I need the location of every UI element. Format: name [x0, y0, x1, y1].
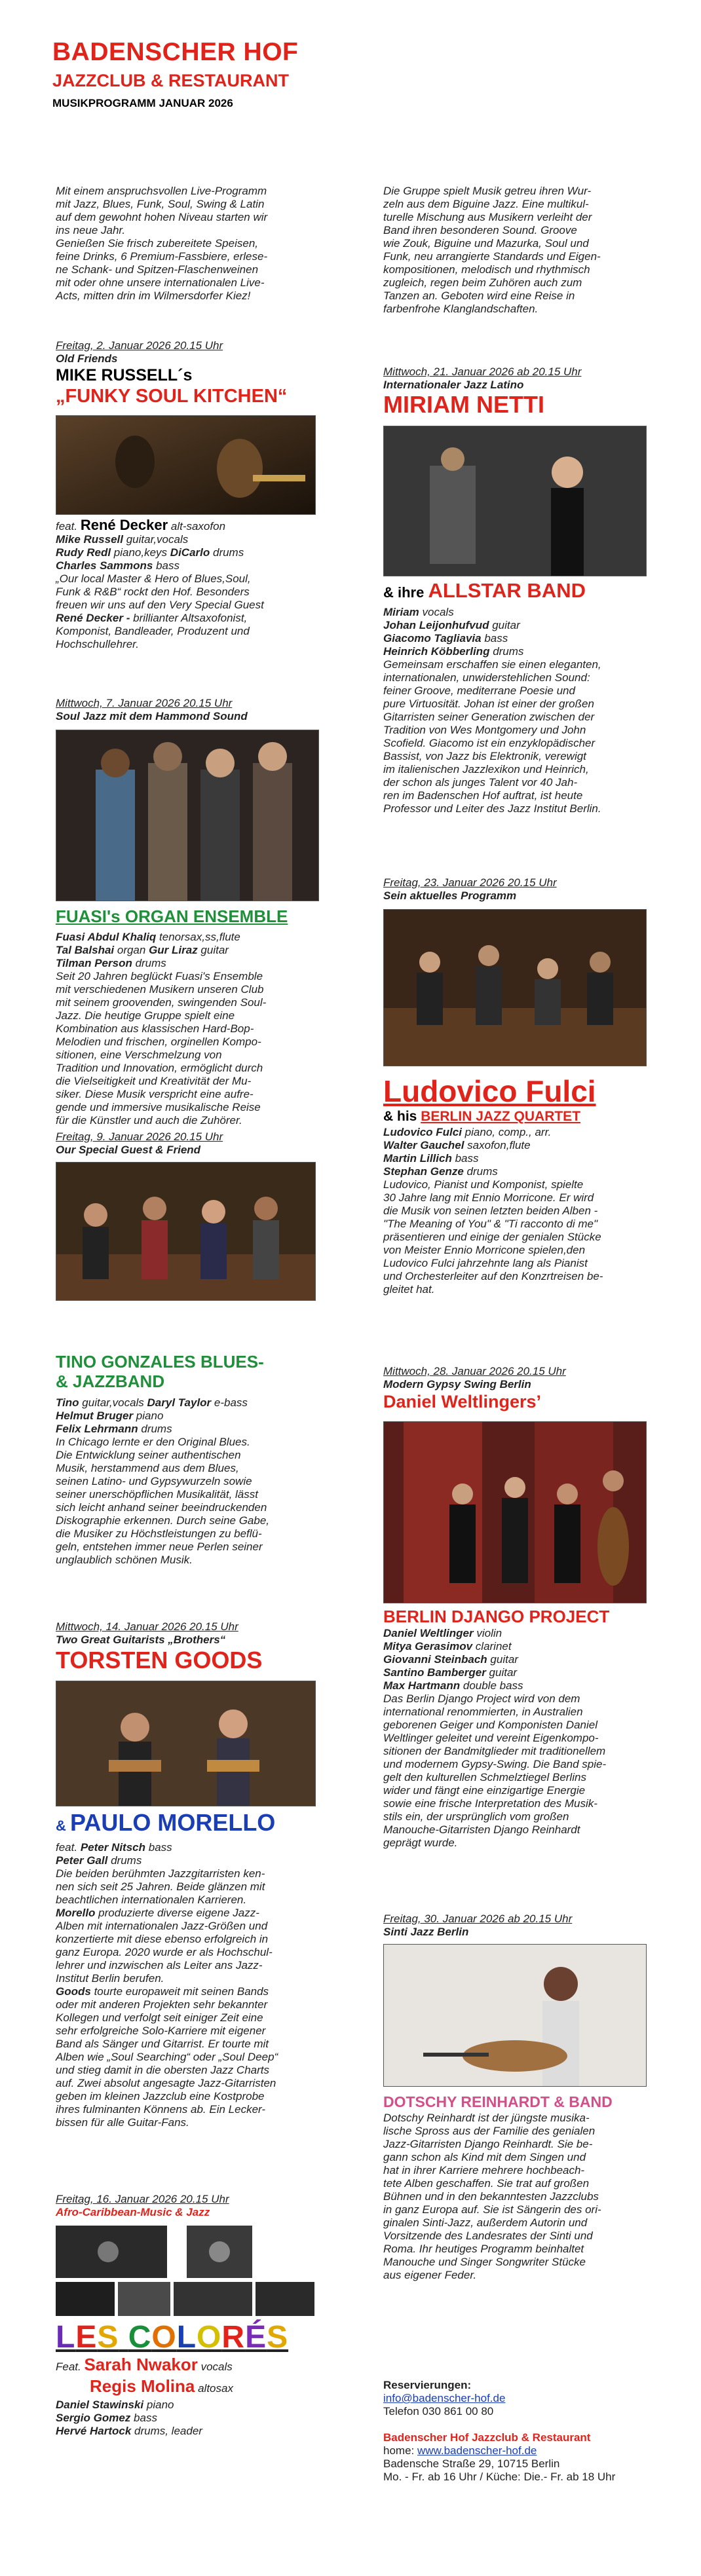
address: Badensche Straße 29, 10715 Berlin — [383, 2457, 560, 2470]
event-date: Freitag, 23. Januar 2026 20.15 Uhr — [383, 876, 557, 889]
event-date: Freitag, 9. Januar 2026 20.15 Uhr — [56, 1130, 223, 1143]
org-name: Badenscher Hof Jazzclub & Restaurant — [383, 2431, 591, 2444]
band-photo — [56, 1681, 316, 1806]
reservation-label: Reservierungen: — [383, 2379, 472, 2391]
band-photo — [383, 909, 647, 1066]
band-photo — [383, 426, 647, 576]
club-title: BADENSCHER HOF — [52, 38, 299, 66]
event-fuasi — [56, 697, 324, 723]
band-name-letter: E — [75, 2320, 98, 2355]
event-subtitle: Modern Gypsy Swing Berlin — [383, 1378, 531, 1391]
band-name-letters — [56, 2320, 288, 2355]
band-name-2: BERLIN JAZZ QUARTET — [421, 1109, 581, 1124]
event-subtitle: Afro-Caribbean-Music & Jazz — [56, 2206, 210, 2218]
band-leader-name: Daniel Weltlingers’ — [383, 1392, 542, 1411]
event-fuasi-details: FUASI's ORGAN ENSEMBLE Fuasi Abdul Khaliq tenorsax,ss,flute Tal Balshai organ Gur Liraz guitar Tilman Person drums Seit 20 Jahren beglückt Fuasi's Ensemble mit verschiedenen Musikern unseren Club mit seinem groovenden, swingenden Soul- Jazz. Die heutige Gruppe spielt eine Kombination aus klassischen Hard-Bop- Melodien und frischen, orginellen Kompo- sitionen, eine Verschmelzung von Tradition und Innovation, ermöglicht durch die Vielseitigkeit und Kreativität der Mu- siker. Diese Musik verspricht eine aufre- gende und immersive musikalische Reise für die Künstler und auch die Zuhörer. — [56, 906, 324, 1127]
band-name: MIKE RUSSELL´s — [56, 366, 193, 384]
band-photo — [56, 1162, 316, 1301]
event-ludovico-details: Ludovico Fulci & his BERLIN JAZZ QUARTET Ludovico Fulci piano, comp., arr. Walter Gauchel saxofon,flute Martin Lillich bass Stephan Genze drums Ludovico, Pianist und Komponist, spielte 30 Jahre lang mit Ennio Morricone. Er wird die Musik von seinen letzten beiden Alben - "The Meaning of You" & "Ti racconto di me" präsentieren und einige der genialen Stücke von Meister Ennio Morricone spielen,den Ludovico Fulci jahrzehnte lang als Pianist und Orchesterleiter auf den Konzrtreisen be- gleitet hat. — [383, 1074, 652, 1296]
event-subtitle: Sinti Jazz Berlin — [383, 1926, 469, 1938]
band-photo-collage — [56, 2226, 314, 2316]
band-name: FUASI's ORGAN ENSEMBLE — [56, 906, 288, 926]
band-name: Ludovico Fulci — [383, 1074, 596, 1108]
band-name-letter: S — [97, 2320, 119, 2355]
event-tino-details: TINO GONZALES BLUES- & JAZZBAND Tino guitar,vocals Daryl Taylor e-bass Helmut Bruger piano Felix Lehrmann drums In Chicago lernte er den Original Blues. Die Entwicklung seiner authentischen Musik, herstammend aus dem Blues, seinen Latino- und Gypsywurzeln sowie seiner unerschöpflichen Musikalität, lässt sich leicht anhand seiner beeindruckenden Diskographie erkennen. Durch seine Gabe, die Musiker zu Höchstleistungen zu beflü- geln, entstehen immer neue Perlen seiner unglaublich schönen Musik. — [56, 1352, 324, 1567]
reservation-info: Reservierungen: info@badenscher-hof.de Telefon 030 861 00 80 Badenscher Hof Jazzclub & Restaurant home: www.badenscher-hof.de Badensche Straße 29, 10715 Berlin Mo. - Fr. ab 16 Uhr / Küche: Die.- Fr. ab 18 Uhr — [383, 2379, 652, 2484]
event-les-colores-details: LES COLORÉS Feat. Sarah Nwakor vocals Regis Molina altosax Daniel Stawinski piano Sergio Gomez bass Hervé Hartock drums, leader — [56, 2320, 324, 2438]
band-name-letter: O — [151, 2320, 177, 2355]
band-name — [56, 2320, 324, 2355]
event-subtitle: Internationaler Jazz Latino — [383, 379, 524, 391]
band-name-letter: L — [56, 2320, 76, 2355]
band-name-letter: C — [128, 2320, 152, 2355]
event-django-project — [383, 1365, 652, 1412]
homepage-link[interactable]: www.badenscher-hof.de — [417, 2444, 537, 2457]
band-name-2: PAULO MORELLO — [70, 1809, 276, 1836]
band-name-letter — [119, 2320, 128, 2355]
email-link[interactable]: info@badenscher-hof.de — [383, 2392, 506, 2404]
band-photo — [56, 730, 319, 901]
event-subtitle: Our Special Guest & Friend — [56, 1144, 201, 1156]
event-date: Mittwoch, 28. Januar 2026 20.15 Uhr — [383, 1365, 566, 1377]
event-les-colores — [56, 2193, 324, 2219]
event-dotschy-details: DOTSCHY REINHARDT & BAND Dotschy Reinhardt ist der jüngste musika- lische Spross aus der Familie des genialen Jazz-Gitarristen Django Reinhardt. Sie be- gann schon als Kind mit dem Singen und hat in ihrer Karriere mehrere hochbeach- tete Alben geschaffen. Sie trat auf großen Bühnen und in den bekanntesten Jazzclubs in ganz Europa auf. Sie ist Sängerin des ori- ginalen Sinti-Jazz, außerdem Autorin und Vorsitzende des Landesrates der Sinti und Roma. Ihr heutiges Programm beinhaltet Manouche und Singer Songwriter Stücke aus eigener Feder. — [383, 2092, 652, 2282]
event-date: Mittwoch, 14. Januar 2026 20.15 Uhr — [56, 1620, 238, 1633]
club-subtitle: JAZZCLUB & RESTAURANT — [52, 71, 289, 90]
band-name-letter: L — [176, 2320, 197, 2355]
band-photo — [56, 415, 316, 515]
event-date: Freitag, 16. Januar 2026 20.15 Uhr — [56, 2193, 229, 2205]
band-name: TINO GONZALES BLUES- — [56, 1352, 264, 1372]
band-name: MIRIAM NETTI — [383, 391, 544, 418]
band-name: TORSTEN GOODS — [56, 1647, 263, 1673]
intro-text: Mit einem anspruchsvollen Live-Programm mit Jazz, Blues, Funk, Soul, Swing & Latin auf dem gewohnt hohen Niveau starten wir ins neue Jahr. Genießen Sie frisch zubereitete Speisen, feine Drinks, 6 Premium-Fassbiere, erlese- ne Schank- und Spitzen-Flaschenweinen mit oder ohne unsere internationalen Live- Acts, mitten drin im Wilmersdorfer Kiez! — [56, 185, 268, 302]
band-name-letter: R — [221, 2320, 246, 2355]
band-photo — [383, 1944, 647, 2087]
event-date: Freitag, 30. Januar 2026 ab 20.15 Uhr — [383, 1913, 573, 1925]
band-name-letter: É — [245, 2320, 267, 2355]
event-tino-gonzales — [56, 1130, 324, 1157]
event-django-details: BERLIN DJANGO PROJECT Daniel Weltlinger violin Mitya Gerasimov clarinet Giovanni Steinbach guitar Santino Bamberger guitar Max Hartmann double bass Das Berlin Django Project wird von dem international renommierten, in Australien geborenen Geiger und Komponisten Daniel Weltlinger geleitet und vereint Eigenkompo- sitionen der Bandmitglieder mit traditionellem und modernem Gypsy-Swing. Die Band spie- gelt den kulturellen Schmelztiegel Berlins wider und fängt eine einzigartige Energie sowie eine frische Interpretation des Musik- stils ein, der ursprünglich vom großen Manouche-Gitarristen Django Reinhardt geprägt wurde. — [383, 1606, 652, 1850]
phone-number: Telefon 030 861 00 80 — [383, 2405, 494, 2417]
event-date: Mittwoch, 7. Januar 2026 20.15 Uhr — [56, 697, 233, 709]
event-subtitle: Soul Jazz mit dem Hammond Sound — [56, 710, 248, 722]
event-dotschy-reinhardt — [383, 1913, 652, 1939]
event-date: Freitag, 2. Januar 2026 20.15 Uhr — [56, 339, 223, 352]
band-name-2: ALLSTAR BAND — [428, 579, 586, 602]
les-colores-description: Die Gruppe spielt Musik getreu ihren Wur- zeln aus dem Biguine Jazz. Eine multikul- turelle Mischung aus Musikern verleiht der Band ihren besonderen Sound. Groove wie Zouk, Biguine und Mazurka, Soul und Funk, neu arrangierte Standards und Eigen- kompositionen, melodisch und rhythmisch zugleich, regen beim Zuhören auch zum Tanzen an. Geboten wird eine Reise in farbenfrohe Klanglandschaften. — [383, 185, 601, 315]
band-name: BERLIN DJANGO PROJECT — [383, 1607, 610, 1626]
event-miriam-netti — [383, 365, 652, 418]
event-funky-lineup: feat. René Decker alt-saxofon Mike Russell guitar,vocals Rudy Redl piano,keys DiCarlo drums Charles Sammons bass „Our local Master & Hero of Blues,Soul, Funk & R&B“ rockt den Hof. Besonders freuen wir uns auf den Very Special Guest René Decker - brillianter Altsaxofonist, Komponist, Bandleader, Produzent und Hochschullehrer. — [56, 517, 264, 650]
event-funky-soul-kitchen — [56, 339, 324, 407]
event-ludovico-fulci — [383, 876, 652, 903]
event-subtitle: Two Great Guitarists „Brothers“ — [56, 1633, 226, 1646]
band-name-2: „FUNKY SOUL KITCHEN“ — [56, 386, 288, 407]
band-name-2: & JAZZBAND — [56, 1372, 165, 1391]
program-title: MUSIKPROGRAMM JANUAR 2026 — [52, 97, 233, 109]
band-photo — [383, 1421, 647, 1603]
event-date: Mittwoch, 21. Januar 2026 ab 20.15 Uhr — [383, 365, 582, 378]
opening-hours: Mo. - Fr. ab 16 Uhr / Küche: Die.- Fr. ab 18 Uhr — [383, 2471, 616, 2483]
event-subtitle: Old Friends — [56, 352, 118, 365]
event-torsten-goods — [56, 1620, 324, 1674]
band-name: DOTSCHY REINHARDT & BAND — [383, 2093, 613, 2110]
event-torsten-details: & PAULO MORELLO feat. Peter Nitsch bass Peter Gall drums Die beiden berühmten Jazzgitarristen ken- nen sich seit 25 Jahren. Beide glänzen mit beachtlichen internationalen Karrieren. Morello produzierte diverse eigene Jazz- Alben mit internationalen Jazz-Größen und konzertierte mit diese ebenso erfolgreich in ganz Europa. 2020 wurde er als Hochschul- lehrer und inzwischen als Leiter ans Jazz- Institut Berlin berufen. Goods tourte europaweit mit seinen Bands oder mit anderen Projekten sehr bekannter Kollegen und verfolgt seit einiger Zeit eine sehr erfolgreiche Solo-Karriere mit eigener Band als Sänger und Gitarrist. Er tourte mit Alben wie „Soul Searching“ oder „Soul Deep“ und stieg damit in die obersten Jazz Charts auf. Zwei absolut angesagte Jazz-Gitarristen geben im kleinen Jazzclub eine Kostprobe ihres fulminanten Könnens ab. Ein Lecker- bissen für alle Guitar-Fans. — [56, 1809, 278, 2129]
event-miriam-details: & ihre ALLSTAR BAND Miriam vocals Johan Leijonhufvud guitar Giacomo Tagliavia bass Heinrich Köbberling drums Gemeinsam erschaffen sie einen eleganten, internationalen, unwiderstehlichen Sound: feiner Groove, mediterrane Poesie und pure Virtuosität. Johan ist einer der großen Gitarristen seiner Generation zwischen der Tradition von Wes Montgomery und John Scofield. Giacomo ist ein enzyklopädischer Bassist, von Jazz bis Elektronik, verewigt im italienischen Jazzlexikon und Heinrich, der schon als junges Talent vor 40 Jah- ren im Badenschen Hof auftrat, ist heute Professor und Leiter des Jazz Institut Berlin. — [383, 579, 601, 815]
event-subtitle: Sein aktuelles Programm — [383, 889, 517, 902]
band-name-letter: S — [267, 2320, 289, 2355]
band-name-letter: O — [197, 2320, 222, 2355]
